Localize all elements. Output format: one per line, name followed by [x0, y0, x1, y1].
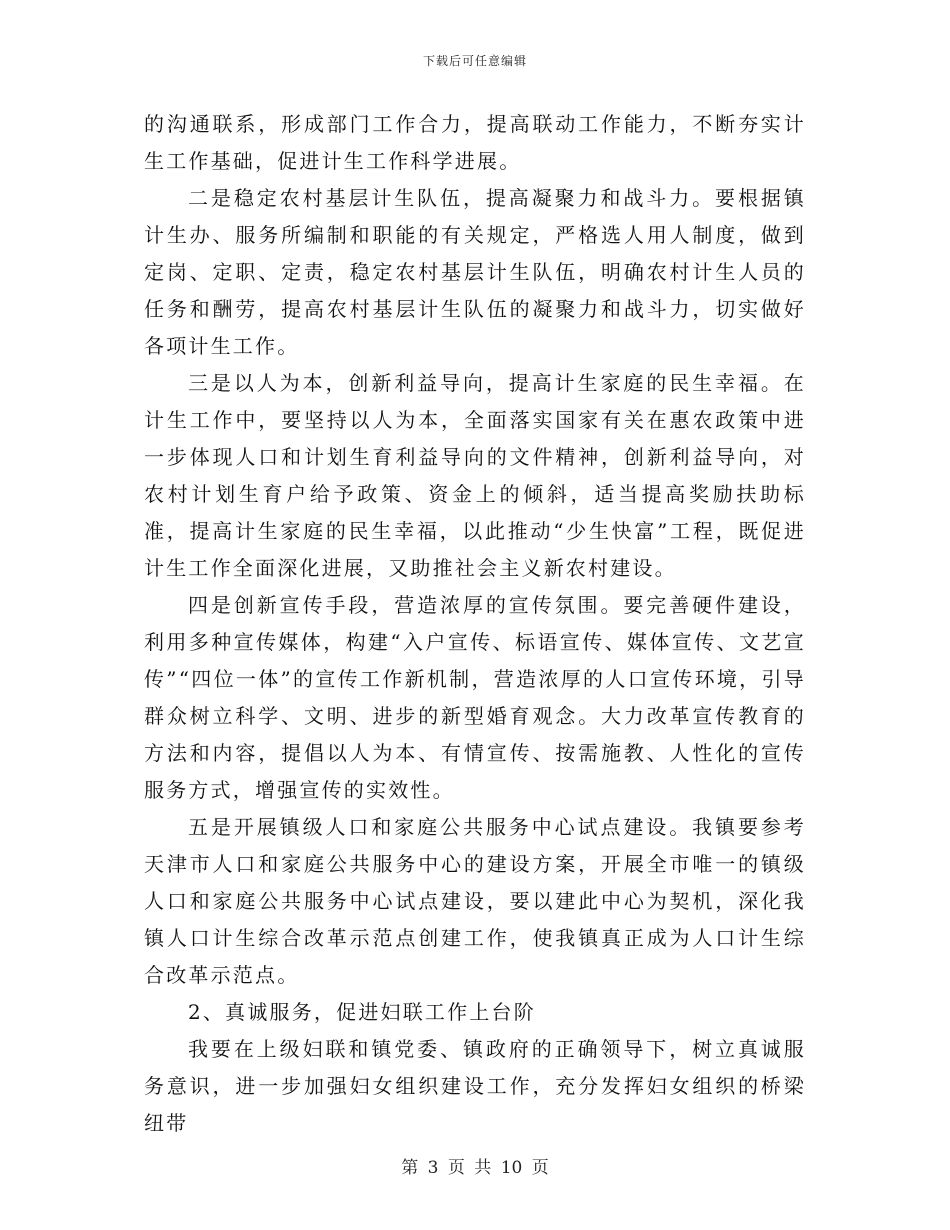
- paragraph: 的沟通联系，形成部门工作合力，提高联动工作能力，不断夯实计生工作基础，促进计生工作科学进展。: [144, 112, 806, 173]
- section-heading: 2、真诚服务，促进妇联工作上台阶: [188, 1000, 536, 1024]
- paragraph: 五是开展镇级人口和家庭公共服务中心试点建设。我镇要参考天津市人口和家庭公共服务中心的建设方案，开展全市唯一的镇级人口和家庭公共服务中心试点建设，要以建此中心为契机，深化我镇人口计生综合改革示范点创建工作，使我镇真正成为人口计生综合改革示范点。: [144, 815, 806, 987]
- document-body: [144, 106, 806, 1142]
- paragraph: 四是创新宣传手段，营造浓厚的宣传氛围。要完善硬件建设，利用多种宣传媒体，构建“入户宣传、标语宣传、媒体宣传、文艺宣传”“四位一体”的宣传工作新机制，营造浓厚的人口宣传环境，引导群众树立科学、文明、进步的新型婚育观念。大力改革宣传教育的方法和内容，提倡以人为本、有情宣传、按需施教、人性化的宣传服务方式，增强宣传的实效性。: [144, 593, 806, 802]
- paragraph: 我要在上级妇联和镇党委、镇政府的正确领导下，树立真诚服务意识，进一步加强妇女组织建设工作，充分发挥妇女组织的桥梁纽带: [144, 1037, 806, 1135]
- page-header: 下载后可任意编辑: [422, 54, 527, 68]
- paragraph: 三是以人为本，创新利益导向，提高计生家庭的民生幸福。在计生工作中，要坚持以人为本，全面落实国家有关在惠农政策中进一步体现人口和计划生育利益导向的文件精神，创新利益导向，对农村计划生育户给予政策、资金上的倾斜，适当提高奖励扶助标准，提高计生家庭的民生幸福，以此推动“少生快富”工程，既促进计生工作全面深化进展，又助推社会主义新农村建设。: [144, 371, 806, 580]
- paragraph: 二是稳定农村基层计生队伍，提高凝聚力和战斗力。要根据镇计生办、服务所编制和职能的有关规定，严格选人用人制度，做到定岗、定职、定责，稳定农村基层计生队伍，明确农村计生人员的任务和酬劳，提高农村基层计生队伍的凝聚力和战斗力，切实做好各项计生工作。: [144, 186, 806, 358]
- page-number: 第 3 页 共 10 页: [401, 1158, 549, 1178]
